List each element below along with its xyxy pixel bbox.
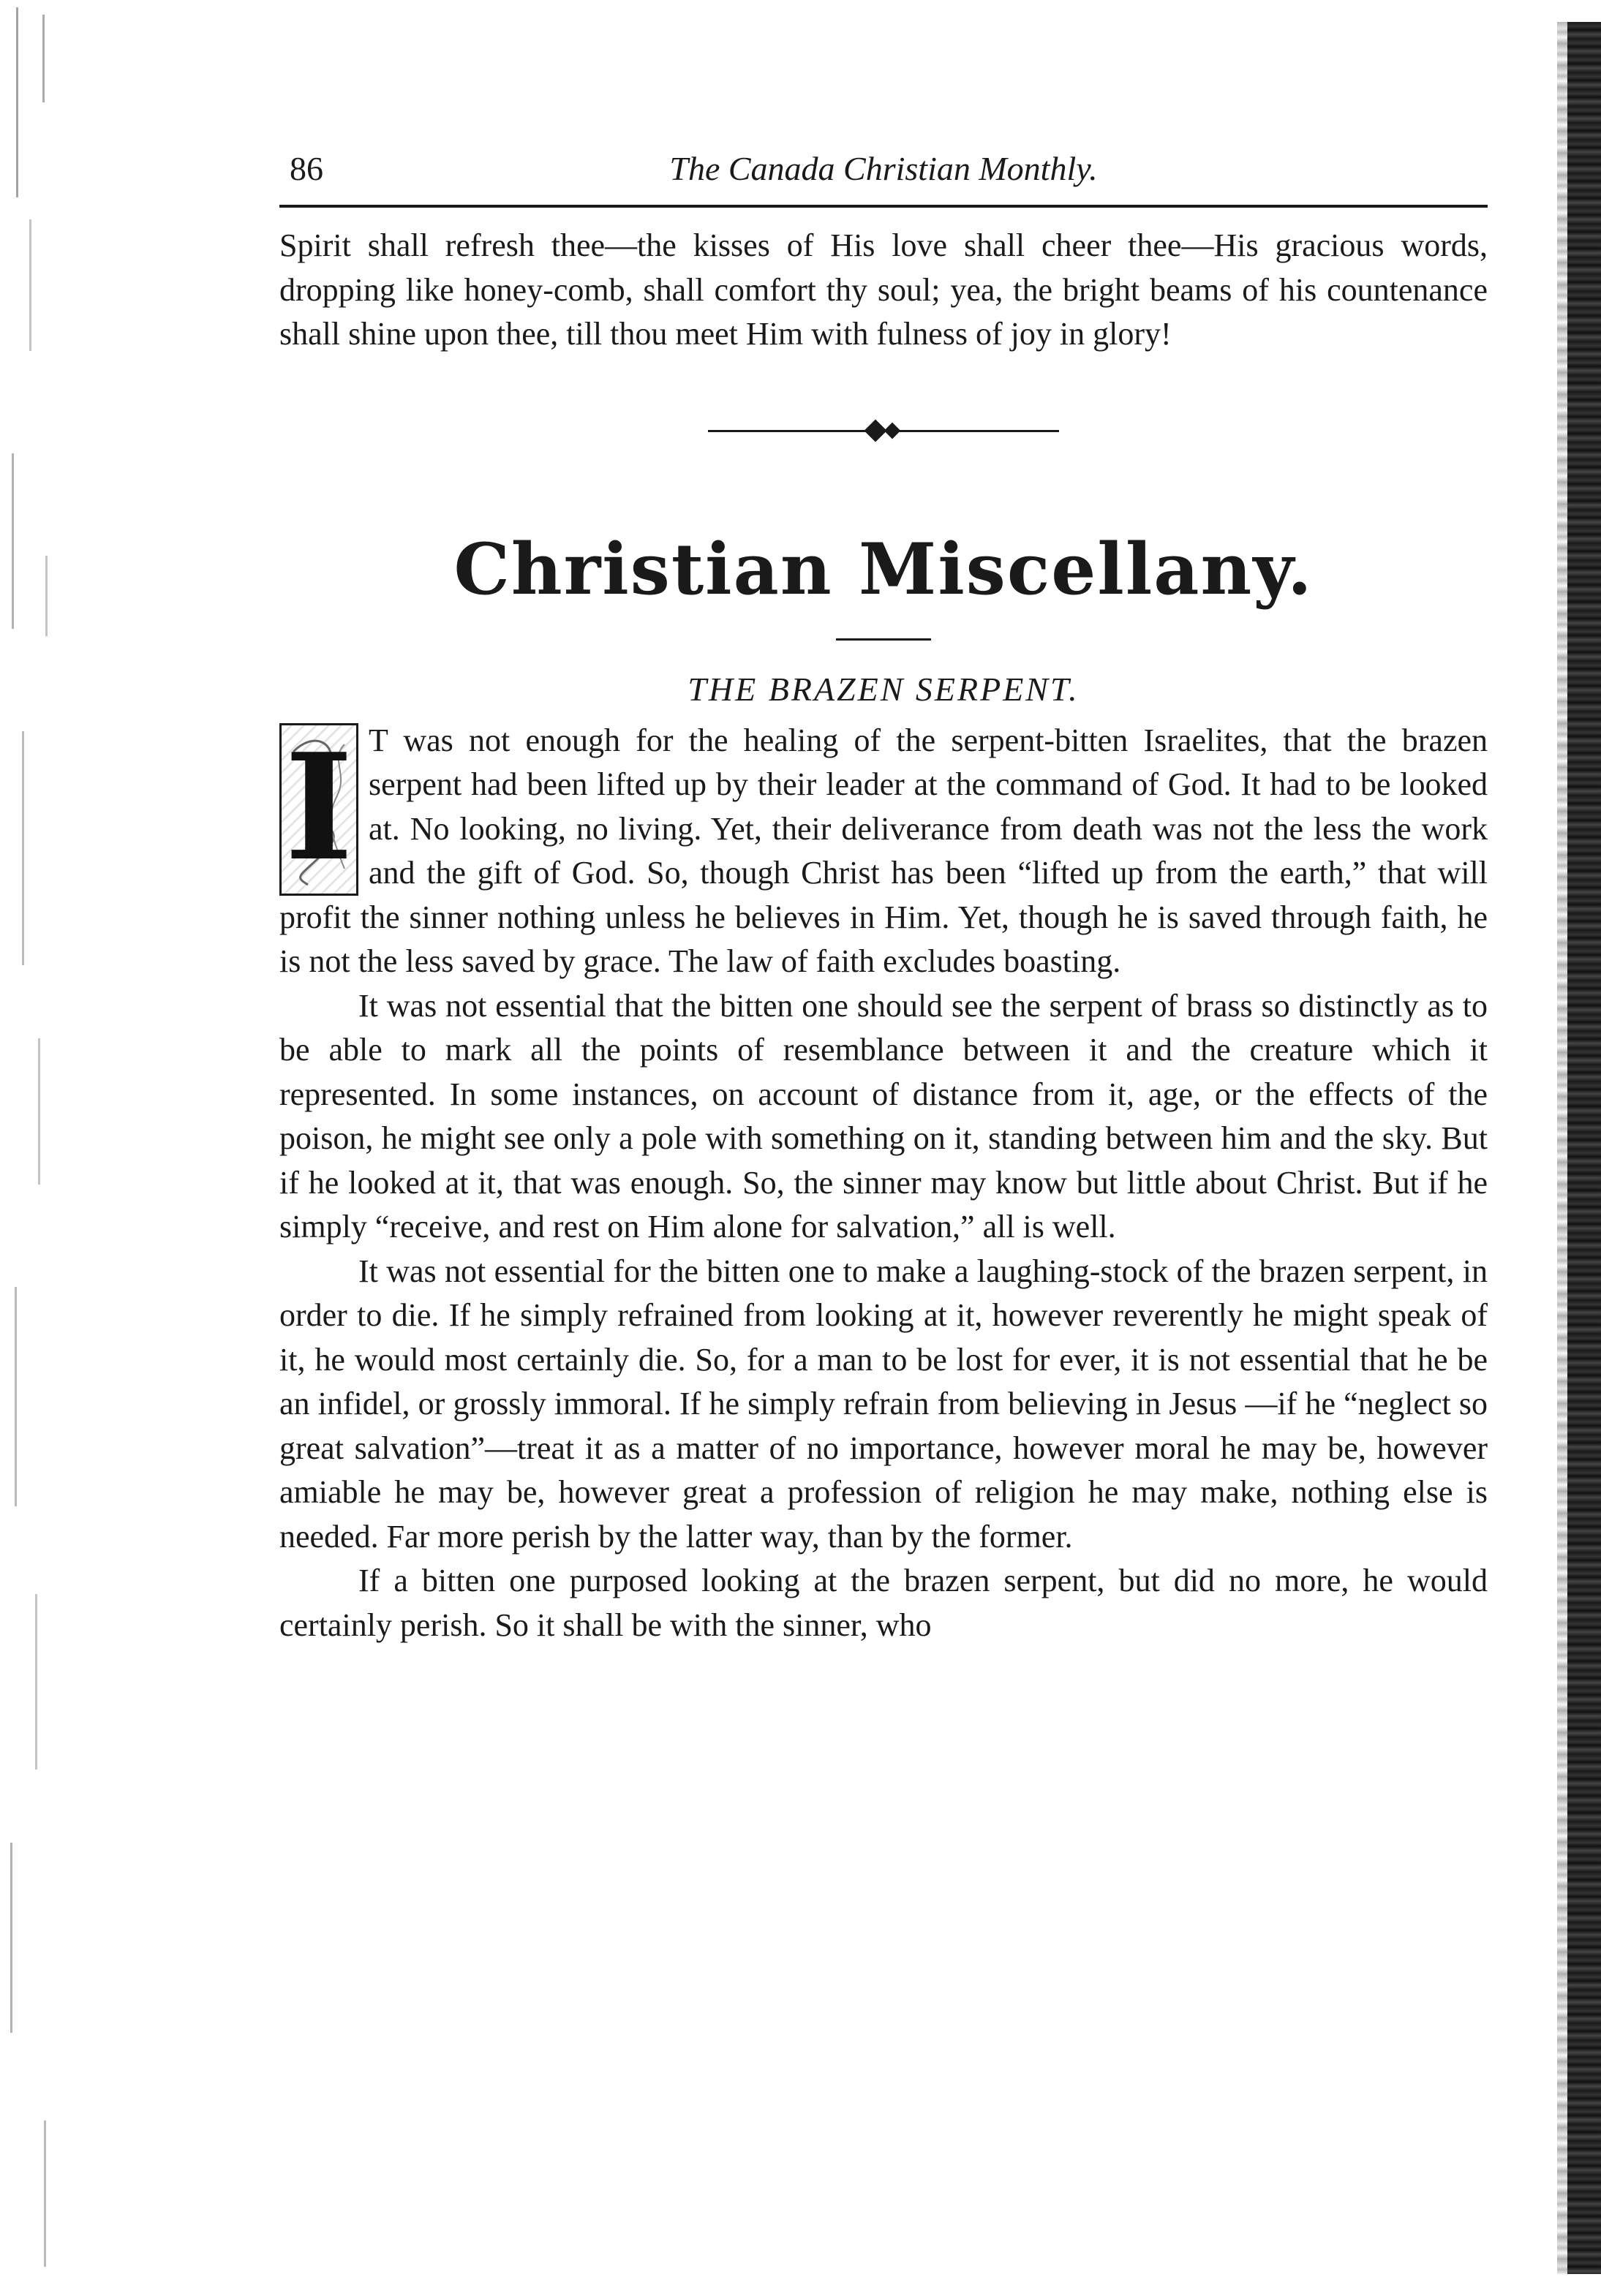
- article-paragraph-4: If a bitten one purposed looking at the brazen serpent, but did no more, he would certainly perish. So it shall be with the sinner, who: [279, 1563, 1488, 1643]
- article-paragraph-1-text: T was not enough for the healing of the serpent-bitten Israelites, that the brazen serpent had been lifted up by their leader at the command of God. It had to be looked at. No looking, no living. Yet, their deliverance from death was not the less the work and the gift of God. So, though Christ has been “lifted up from the earth,” that will profit the sinner nothing unless he believes in Him. Yet, though he is saved through faith, he is not the less saved by grace. The law of faith excludes boasting.: [279, 722, 1488, 979]
- article-paragraph-1: [279, 719, 1488, 984]
- drop-cap-letter: I: [285, 721, 353, 894]
- article-body: [279, 719, 1488, 1648]
- drop-cap: [279, 723, 358, 896]
- article-title: THE BRAZEN SERPENT.: [688, 670, 1080, 708]
- intro-text: [279, 224, 1488, 357]
- page-edge-right-shadow: [1557, 22, 1567, 2274]
- journal-title: The Canada Christian Monthly.: [669, 150, 1098, 187]
- page-edge-left: [0, 0, 110, 2296]
- page-number: 86: [290, 150, 323, 187]
- intro-paragraph: Spirit shall refresh thee—the kisses of His love shall cheer thee—His gracious words, dropping like honey-comb, shall comfort thy soul; yea, the bright beams of his countenance shall shine upon thee, till thou meet Him with fulness of joy in glory!: [279, 227, 1488, 352]
- article-paragraph-3: It was not essential for the bitten one to make a laughing-stock of the brazen serpent, in order to die. If he simply refrained from looking at it, however reverently he might speak of it, he would most certainly die. So, for a man to be lost for ever, it is not essential that he be an infidel, or grossly immoral. If he simply refrain from believing in Jesus —if he “neglect so great salvation”—treat it as a matter of no importance, however moral he may be, however amiable he may be, however great a profession of religion he may make, nothing else is needed. Far more perish by the latter way, than by the former.: [279, 1253, 1488, 1555]
- header-rule: [279, 205, 1488, 208]
- article-paragraph-2: It was not essential that the bitten one should see the serpent of brass so distinctly as to be able to mark all the points of resemblance between it and the creature which it represented. In some instances, on account of distance from it, age, or the effects of the poison, he might see only a pole with something on it, standing between him and the sky. But if he looked at it, that was enough. So, the sinner may know but little about Christ. But if he simply “receive, and rest on Him alone for salvation,” all is well.: [279, 987, 1488, 1245]
- running-head: [279, 143, 1488, 195]
- section-heading: Christian Miscellany.: [453, 527, 1314, 611]
- ornamental-divider: [708, 420, 1059, 442]
- heading-rule: [836, 638, 931, 641]
- page: [279, 143, 1488, 1647]
- page-edge-right: [1567, 22, 1601, 2274]
